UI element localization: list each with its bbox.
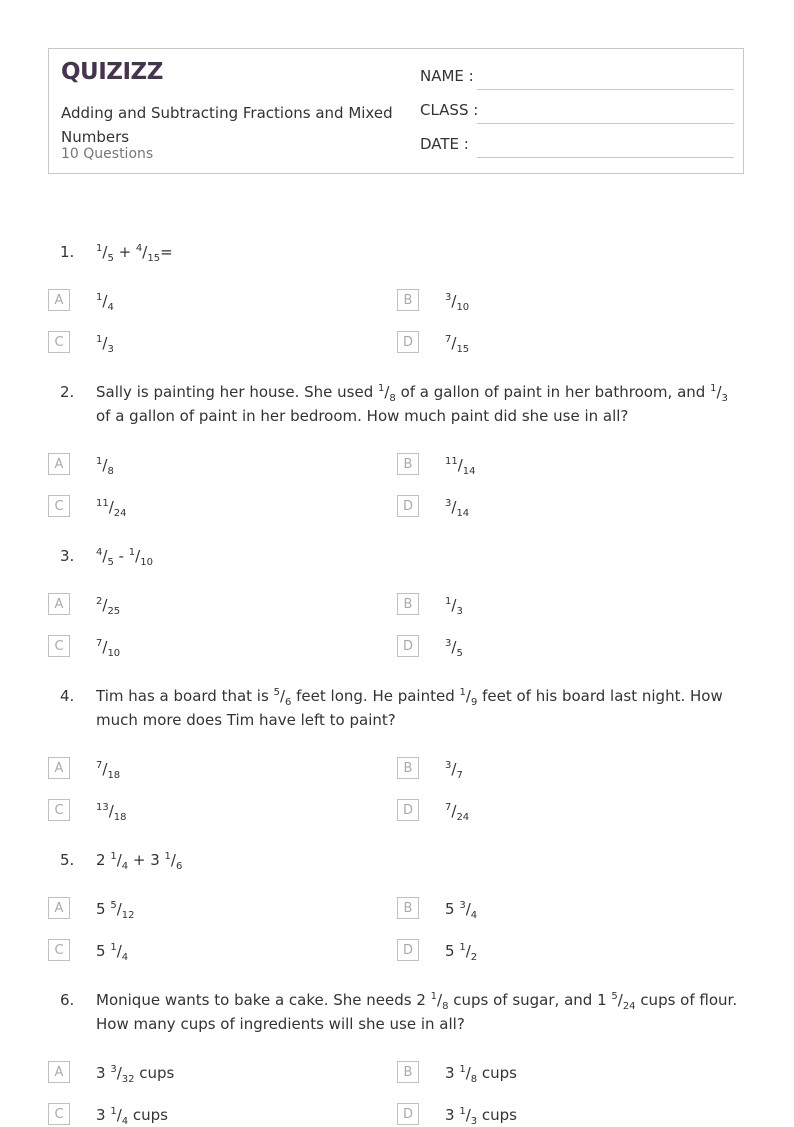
option-letter: B bbox=[397, 289, 419, 311]
option-text: 5 $^5/_{12}$ bbox=[96, 900, 135, 921]
option-text: $^1/_3$ bbox=[445, 596, 463, 617]
option-text: $^3/_5$ bbox=[445, 638, 463, 659]
option-letter: D bbox=[397, 495, 419, 517]
question-number: 4. bbox=[60, 687, 75, 705]
option-letter: C bbox=[48, 635, 70, 657]
option-letter: A bbox=[48, 593, 70, 615]
option-text: 3 $^1/_8$ cups bbox=[445, 1064, 517, 1085]
option-text: $^7/_{15}$ bbox=[445, 334, 470, 355]
option-letter: C bbox=[48, 939, 70, 961]
name-label: NAME : bbox=[420, 67, 474, 85]
question-text: Monique wants to bake a cake. She needs 2 $^1/_8$ cups of sugar, and 1 $^5/_{24}$ cups of flour. How many cups of ingredients will she use in all? bbox=[96, 991, 738, 1033]
option-letter: D bbox=[397, 939, 419, 961]
class-line[interactable] bbox=[477, 123, 734, 124]
worksheet-title: Adding and Subtracting Fractions and Mixed Numbers bbox=[61, 104, 393, 146]
name-line[interactable] bbox=[477, 89, 734, 90]
option-text: $^7/_{18}$ bbox=[96, 760, 121, 781]
class-label: CLASS : bbox=[420, 101, 479, 119]
question-text: Sally is painting her house. She used $^1/_8$ of a gallon of paint in her bathroom, and $^1/_3$ of a gallon of paint in her bedroom. How much paint did she use in all? bbox=[96, 383, 728, 425]
option-text: $^7/_{24}$ bbox=[445, 802, 470, 823]
question-number: 1. bbox=[60, 243, 75, 261]
question-number: 2. bbox=[60, 383, 75, 401]
question-text: $^4/_5 - ^1/_{10}$ bbox=[96, 547, 153, 568]
option-letter: A bbox=[48, 453, 70, 475]
option-letter: A bbox=[48, 289, 70, 311]
option-letter: C bbox=[48, 1103, 70, 1125]
option-letter: A bbox=[48, 897, 70, 919]
worksheet-header bbox=[48, 48, 744, 174]
option-text: $^3/_{10}$ bbox=[445, 292, 470, 313]
option-text: 3 $^3/_{32}$ cups bbox=[96, 1064, 175, 1085]
option-letter: D bbox=[397, 635, 419, 657]
option-text: $^{13}/_{18}$ bbox=[96, 802, 127, 823]
option-text: 5 $^1/_2$ bbox=[445, 942, 478, 963]
option-text: $^3/_{14}$ bbox=[445, 498, 470, 519]
option-text: $^{11}/_{14}$ bbox=[445, 456, 476, 477]
class-field[interactable] bbox=[420, 101, 734, 125]
quizizz-logo: QUIZIZZ bbox=[61, 59, 163, 85]
question-text: Tim has a board that is $^5/_6$ feet long. He painted $^1/_9$ feet of his board last night. How much more does Tim have left to paint? bbox=[96, 687, 723, 729]
option-letter: C bbox=[48, 799, 70, 821]
date-label: DATE : bbox=[420, 135, 469, 153]
option-letter: A bbox=[48, 1061, 70, 1083]
question-text: 2 $^1/_4 + 3$ $^1/_6$ bbox=[96, 851, 183, 872]
option-letter: D bbox=[397, 331, 419, 353]
option-text: 5 $^3/_4$ bbox=[445, 900, 478, 921]
question-count: 10 Questions bbox=[61, 146, 154, 162]
option-letter: B bbox=[397, 1061, 419, 1083]
name-field[interactable] bbox=[420, 67, 734, 91]
date-line[interactable] bbox=[477, 157, 734, 158]
option-letter: B bbox=[397, 593, 419, 615]
option-text: 5 $^1/_4$ bbox=[96, 942, 129, 963]
option-text: 3 $^1/_3$ cups bbox=[445, 1106, 517, 1127]
option-letter: B bbox=[397, 757, 419, 779]
question-number: 5. bbox=[60, 851, 75, 869]
option-letter: B bbox=[397, 897, 419, 919]
option-text: $^7/_{10}$ bbox=[96, 638, 121, 659]
option-text: $^3/_7$ bbox=[445, 760, 463, 781]
option-text: $^1/_3$ bbox=[96, 334, 114, 355]
option-letter: D bbox=[397, 1103, 419, 1125]
option-letter: C bbox=[48, 495, 70, 517]
date-field[interactable] bbox=[420, 135, 734, 159]
question-text: $^1/_5 + ^4/_{15}=$ bbox=[96, 243, 173, 264]
option-letter: B bbox=[397, 453, 419, 475]
option-text: $^1/_8$ bbox=[96, 456, 114, 477]
option-text: $^{11}/_{24}$ bbox=[96, 498, 127, 519]
option-text: 3 $^1/_4$ cups bbox=[96, 1106, 168, 1127]
question-number: 6. bbox=[60, 991, 75, 1009]
option-letter: C bbox=[48, 331, 70, 353]
option-letter: D bbox=[397, 799, 419, 821]
question-number: 3. bbox=[60, 547, 75, 565]
option-text: $^1/_4$ bbox=[96, 292, 114, 313]
option-letter: A bbox=[48, 757, 70, 779]
option-text: $^2/_{25}$ bbox=[96, 596, 121, 617]
